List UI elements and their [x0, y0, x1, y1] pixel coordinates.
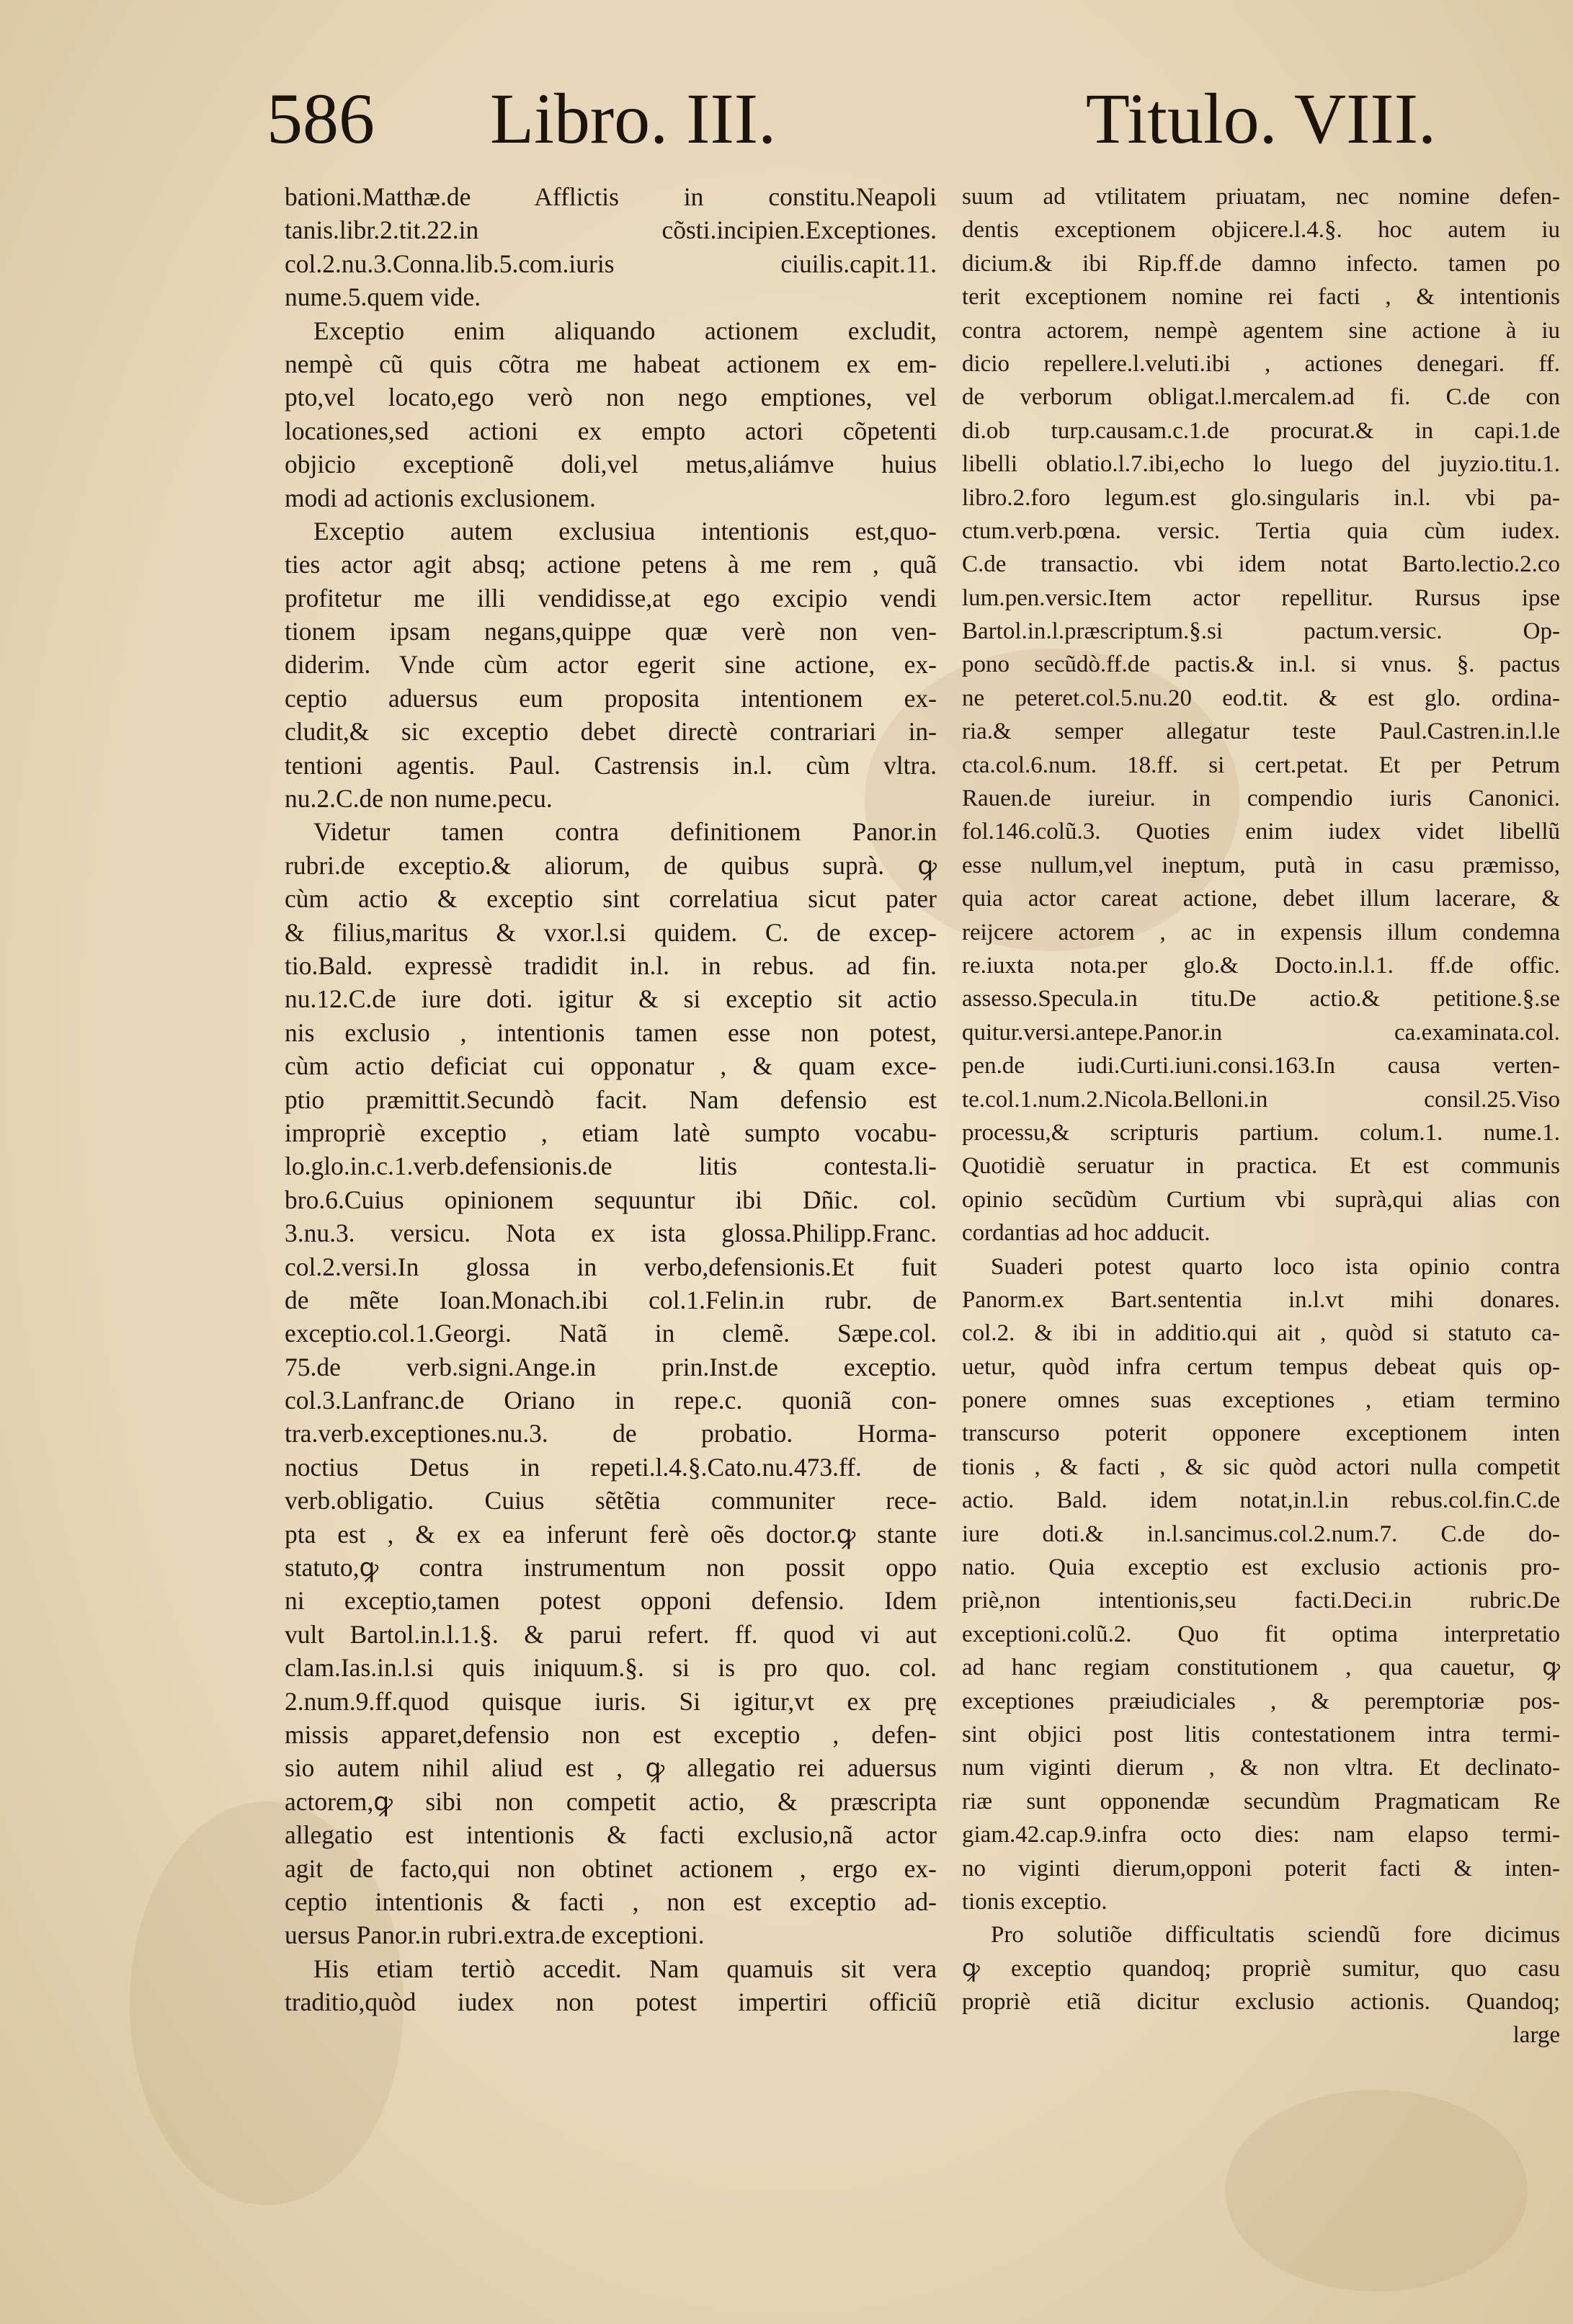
text-line: de mẽte Ioan.Monach.ibi col.1.Felin.in rubr. de	[285, 1285, 937, 1314]
text-line: ties actor agit absq; actione petens à me rem , quã	[285, 550, 937, 579]
text-line: uersus Panor.in rubri.extra.de exceptioni.	[285, 1920, 705, 1950]
text-line: Quotidiè seruatur in practica. Et est communis	[962, 1153, 1560, 1180]
text-line: priè,non intentionis,seu facti.Deci.in rubric.De	[962, 1588, 1560, 1614]
text-line: opinio secũdùm Curtium vbi suprà,qui alias con	[962, 1186, 1560, 1213]
text-line: cta.col.6.num. 18.ff. si cert.petat. Et per Petrum	[962, 752, 1560, 778]
text-line: sio autem nihil aliud est , ꝙ allegatio rei aduersus	[285, 1753, 937, 1783]
text-line: assesso.Specula.in titu.De actio.& petitione.§.se	[962, 986, 1560, 1012]
text-line: actorem,ꝙ sibi non competit actio, & præscripta	[285, 1786, 937, 1816]
text-line: pono secũdò.ff.de pactis.& in.l. si vnus. §. pactus	[962, 651, 1560, 678]
catchword: large	[1512, 2022, 1560, 2049]
title-heading: Titulo. VIII.	[1085, 79, 1436, 159]
text-line: libro.2.foro legum.est glo.singularis in.l. vbi pa-	[962, 484, 1560, 511]
running-head	[267, 79, 1465, 166]
text-line: sint objici post litis contestationem intra termi-	[962, 1721, 1560, 1748]
text-line: uetur, quòd infra certum tempus debeat quis op-	[962, 1353, 1560, 1380]
text-line: statuto,ꝙ contra instrumentum non possit oppo	[285, 1553, 937, 1582]
text-line: quitur.versi.antepe.Panor.in ca.examinata.col.	[962, 1019, 1560, 1046]
text-line: agit de facto,qui non obtinet actionem , ergo ex-	[285, 1853, 937, 1883]
text-line: num viginti dierum , & non vltra. Et declinato-	[962, 1755, 1560, 1781]
text-line: ponere omnes suas exceptiones , etiam termino	[962, 1387, 1560, 1414]
text-line: col.3.Lanfranc.de Oriano in repe.c. quoniã con-	[285, 1386, 937, 1415]
text-line: 3.nu.3. versicu. Nota ex ista glossa.Philipp.Franc.	[285, 1219, 937, 1248]
text-line: Suaderi potest quarto loco ista opinio contra	[991, 1253, 1560, 1280]
text-line: libelli oblatio.l.7.ibi,echo lo luego del juyzio.titu.1.	[962, 451, 1560, 478]
text-line: exceptiones præiudiciales , & peremptoriæ pos-	[962, 1688, 1560, 1714]
text-line: pen.de iudi.Curti.iuni.consi.163.In causa verten-	[962, 1053, 1560, 1079]
text-line: diderim. Vnde cùm actor egerit sine actione, ex-	[285, 650, 937, 680]
text-line: processu,& scripturis partium. colum.1. nume.1.	[962, 1119, 1560, 1146]
text-line: exceptio.col.1.Georgi. Natã in clemẽ. Sæpe.col.	[285, 1319, 937, 1348]
text-line: ceptio aduersus eum proposita intentionem ex-	[285, 683, 937, 713]
text-line: cùm actio deficiat cui opponatur , & quam exce-	[285, 1051, 937, 1081]
text-line: col.2. & ibi in additio.qui ait , quòd si statuto ca-	[962, 1320, 1560, 1347]
text-line: clam.Ias.in.l.si quis iniquum.§. si is pro quo. col.	[285, 1653, 937, 1683]
text-line: tio.Bald. expressè tradidit in.l. in rebus. ad fin.	[285, 950, 937, 980]
text-line: ad hanc regiam constitutionem , qua cauetur, ꝙ	[962, 1655, 1560, 1681]
text-line: impropriè exceptio , etiam latè sumpto vocabu-	[285, 1118, 937, 1147]
text-line: His etiam tertiò accedit. Nam quamuis sit vera	[313, 1954, 937, 1983]
text-line: Rauen.de iureiur. in compendio iuris Canonici.	[962, 785, 1560, 812]
text-line: rubri.de exceptio.& aliorum, de quibus suprà. ꝙ	[285, 850, 937, 880]
text-line: dicium.& ibi Rip.ff.de damno infecto. tamen po	[962, 250, 1560, 277]
text-line: de verborum obligat.l.mercalem.ad fi. C.de con	[962, 384, 1560, 411]
text-line: Exceptio enim aliquando actionem excludit,	[313, 316, 937, 345]
text-line: suum ad vtilitatem priuatam, nec nomine defen-	[962, 184, 1560, 210]
text-line: pta est , & ex ea inferunt ferè oẽs doctor.ꝙ stante	[285, 1519, 937, 1549]
text-line: allegatio est intentionis & facti exclusio,nã actor	[285, 1820, 937, 1850]
text-line: Panorm.ex Bart.sententia in.l.vt mihi donares.	[962, 1286, 1560, 1313]
text-line: 75.de verb.signi.Ange.in prin.Inst.de exceptio.	[285, 1352, 937, 1381]
text-line: Pro solutiõe difficultatis sciendũ fore dicimus	[991, 1922, 1560, 1949]
text-line: giam.42.cap.9.infra octo dies: nam elapso termi-	[962, 1822, 1560, 1848]
text-line: col.2.nu.3.Conna.lib.5.com.iuris ciuilis.capit.11.	[285, 249, 937, 278]
text-line: terit exceptionem nomine rei facti , & intentionis	[962, 284, 1560, 311]
text-line: traditio,quòd iudex non potest impertiri officiũ	[285, 1987, 937, 2017]
text-line: cùm actio & exceptio sint correlatiua sicut pater	[285, 884, 937, 914]
text-line: propriè etiã dicitur exclusio actionis. Quandoq;	[962, 1989, 1560, 2016]
text-line: actio. Bald. idem notat,in.l.in rebus.col.fin.C.de	[962, 1487, 1560, 1514]
text-line: riæ sunt opponendæ secundùm Pragmaticam Re	[962, 1788, 1560, 1815]
text-line: Exceptio autem exclusiua intentionis est,quo-	[313, 516, 937, 546]
text-line: natio. Quia exceptio est exclusio actionis pro-	[962, 1554, 1560, 1581]
text-line: locationes,sed actioni ex empto actori cõpetenti	[285, 416, 937, 445]
text-line: col.2.versi.In glossa in verbo,defensionis.Et fuit	[285, 1252, 937, 1281]
text-line: lo.glo.in.c.1.verb.defensionis.de litis contesta.li-	[285, 1152, 937, 1181]
text-line: nis exclusio , intentionis tamen esse non potest,	[285, 1018, 937, 1047]
text-line: Bartol.in.l.præscriptum.§.si pactum.versic. Op-	[962, 618, 1560, 645]
text-line: objicio exceptionẽ doli,vel metus,aliámve huius	[285, 450, 937, 479]
text-line: pto,vel locato,ego verò non nego emptiones, vel	[285, 383, 937, 412]
text-line: 2.num.9.ff.quod quisque iuris. Si igitur,vt ex prę	[285, 1686, 937, 1716]
text-line: cordantias ad hoc adducit.	[962, 1220, 1211, 1247]
right-column	[962, 180, 1560, 2052]
text-line: missis apparet,defensio non est exceptio , defen-	[285, 1719, 937, 1749]
text-line: bationi.Matthæ.de Afflictis in constitu.Neapoli	[285, 182, 937, 211]
text-line: tra.verb.exceptiones.nu.3. de probatio. Horma-	[285, 1419, 937, 1448]
book-heading: Libro. III.	[490, 79, 777, 159]
paper-stain	[1225, 2090, 1528, 2292]
text-line: nu.2.C.de non nume.pecu.	[285, 784, 553, 814]
text-line: Videtur tamen contra definitionem Panor.in	[313, 817, 937, 847]
text-line: tentioni agentis. Paul. Castrensis in.l. cùm vltra.	[285, 750, 937, 780]
text-line: nume.5.quem vide.	[285, 282, 481, 312]
text-line: nu.12.C.de iure doti. igitur & si exceptio sit actio	[285, 984, 937, 1014]
text-line: ctum.verb.pœna. versic. Tertia quia cùm iudex.	[962, 517, 1560, 544]
text-line: & filius,maritus & vxor.l.si quidem. C. de excep-	[285, 917, 937, 947]
text-line: no viginti dierum,opponi poterit facti & inten-	[962, 1855, 1560, 1882]
text-line: quia actor careat actione, debet illum lacerare, &	[962, 886, 1560, 912]
text-line: te.col.1.num.2.Nicola.Belloni.in consil.25.Viso	[962, 1086, 1560, 1113]
text-line: cludit,& sic exceptio debet directè contrariari in-	[285, 717, 937, 747]
text-line: re.iuxta nota.per glo.& Docto.in.l.1. ff.de offic.	[962, 952, 1560, 979]
text-line: tanis.libr.2.tit.22.in cõsti.incipien.Exceptiones.	[285, 215, 937, 245]
text-line: ꝙ exceptio quandoq; propriè sumitur, quo casu	[962, 1955, 1560, 1982]
text-line: fol.146.colũ.3. Quoties enim iudex videt libellũ	[962, 819, 1560, 845]
text-line: ria.& semper allegatur teste Paul.Castren.in.l.le	[962, 718, 1560, 745]
text-line: ptio præmittit.Secundò facit. Nam defensio est	[285, 1085, 937, 1114]
text-line: di.ob turp.causam.c.1.de procurat.& in capi.1.de	[962, 417, 1560, 444]
text-line: esse nullum,vel ineptum, putà in casu præmisso,	[962, 852, 1560, 878]
text-line: iure doti.& in.l.sancimus.col.2.num.7. C.de do-	[962, 1521, 1560, 1547]
text-line: C.de transactio. vbi idem notat Barto.lectio.2.co	[962, 551, 1560, 578]
text-line: profitetur me illi vendidisse,at ego excipio vendi	[285, 583, 937, 613]
text-line: lum.pen.versic.Item actor repellitur. Rursus ipse	[962, 584, 1560, 611]
left-column	[285, 180, 937, 2018]
text-line: nempè cũ quis cõtra me habeat actionem ex em-	[285, 349, 937, 378]
text-line: modi ad actionis exclusionem.	[285, 483, 596, 512]
text-line: reijcere actorem , ac in expensis illum condemna	[962, 919, 1560, 945]
text-line: tionis exceptio.	[962, 1888, 1108, 1915]
text-line: vult Bartol.in.l.1.§. & parui refert. ff. quod vi aut	[285, 1619, 937, 1649]
text-line: tionis , & facti , & sic quòd actori nulla competit	[962, 1453, 1560, 1480]
text-line: contra actorem, nempè agentem sine actione à iu	[962, 317, 1560, 344]
text-line: verb.obligatio. Cuius sẽtẽtia communiter rece-	[285, 1486, 937, 1515]
text-line: exceptioni.colũ.2. Quo fit optima interpretatio	[962, 1621, 1560, 1647]
text-line: transcurso poterit opponere exceptionem inten	[962, 1420, 1560, 1447]
text-line: ni exceptio,tamen potest opponi defensio. Idem	[285, 1586, 937, 1616]
text-line: ceptio intentionis & facti , non est exceptio ad-	[285, 1887, 937, 1916]
text-line: bro.6.Cuius opinionem sequuntur ibi Dñic. col.	[285, 1185, 937, 1214]
page-number: 586	[267, 79, 375, 159]
text-line: noctius Detus in repeti.l.4.§.Cato.nu.473.ff. de	[285, 1452, 937, 1482]
text-line: ne peteret.col.5.nu.20 eod.tit. & est glo. ordina-	[962, 685, 1560, 711]
text-line: dentis exceptionem objicere.l.4.§. hoc autem iu	[962, 217, 1560, 244]
text-line: tionem ipsam negans,quippe quæ verè non ven-	[285, 617, 937, 646]
text-line: dicio repellere.l.veluti.ibi , actiones denegari. ff.	[962, 350, 1560, 377]
